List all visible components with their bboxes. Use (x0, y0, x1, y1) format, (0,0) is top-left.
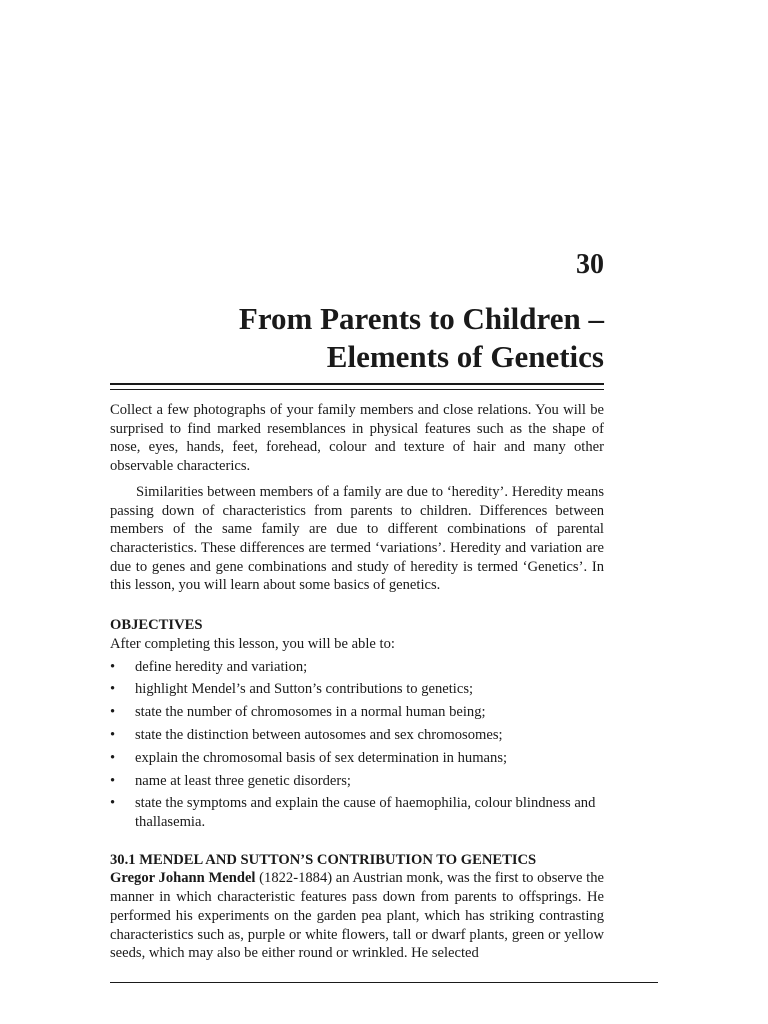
objective-item (110, 703, 604, 722)
intro-paragraph-1: Collect a few photographs of your family members and close relations. You will be surprised to find marked resemblances in physical features such as the shape of nose, eyes, hands, feet, forehead, colour and texture of hair and many other observable characterics. (110, 402, 604, 475)
bullet-icon: • (110, 795, 116, 812)
objectives-intro: After completing this lesson, you will be able to: (110, 635, 395, 652)
objective-item (110, 749, 604, 768)
bullet-icon: • (110, 772, 116, 789)
chapter-title (110, 300, 604, 376)
title-rule-thick (110, 383, 604, 385)
title-rule-thin (110, 389, 604, 390)
section-lead-name: Gregor Johann Mendel (110, 870, 256, 887)
objective-item (110, 658, 604, 677)
body-text (110, 401, 604, 963)
footer-rule (110, 982, 658, 983)
objective-text: define heredity and variation; (135, 658, 308, 675)
intro-paragraph-2: Similarities between members of a family are due to ‘heredity’. Heredity means passing down of characteristics from parents to children. Differences between members of the same family are due to different combinations of parental characteristics. These differences are termed ‘variations’. Heredity and variation are due to genes and gene combinations and study of heredity is termed ‘Genetics’. In this lesson, you will learn about some basics of genetics. (110, 483, 604, 594)
bullet-icon: • (110, 749, 116, 766)
objective-item (110, 794, 604, 831)
objective-text: name at least three genetic disorders; (135, 772, 351, 789)
bullet-icon: • (110, 658, 116, 675)
chapter-number: 30 (576, 249, 604, 280)
objective-text: state the symptoms and explain the cause of haemophilia, colour blindness and thallasemia. (135, 795, 596, 831)
bullet-icon: • (110, 681, 116, 698)
bullet-icon: • (110, 726, 116, 743)
objective-item (110, 772, 604, 791)
objectives-heading: OBJECTIVES (110, 617, 203, 634)
section-heading: 30.1 MENDEL AND SUTTON’S CONTRIBUTION TO GENETICS (110, 851, 537, 868)
objective-text: state the number of chromosomes in a normal human being; (135, 704, 486, 721)
objective-item (110, 680, 604, 699)
objective-text: explain the chromosomal basis of sex determination in humans; (135, 749, 508, 766)
objective-text: highlight Mendel’s and Sutton’s contributions to genetics; (135, 681, 474, 698)
section-paragraph (110, 869, 604, 963)
chapter-title-line-2: Elements of Genetics (326, 339, 604, 374)
objective-item (110, 726, 604, 745)
bullet-icon: • (110, 704, 116, 721)
chapter-title-line-1: From Parents to Children – (238, 301, 604, 336)
section-body-text: (1822-1884) an Austrian monk, was the first to observe the manner in which characteristic features pass down from parents to offsprings. He performed his experiments on the garden pea plant, which has striking contrasting characteristics such as, purple or white flowers, tall or dwarf plants, green or yellow seeds, which may also be either round or wrinkled. He selected (110, 870, 605, 962)
objective-text: state the distinction between autosomes and sex chromosomes; (135, 726, 503, 743)
objectives-list (110, 658, 604, 832)
